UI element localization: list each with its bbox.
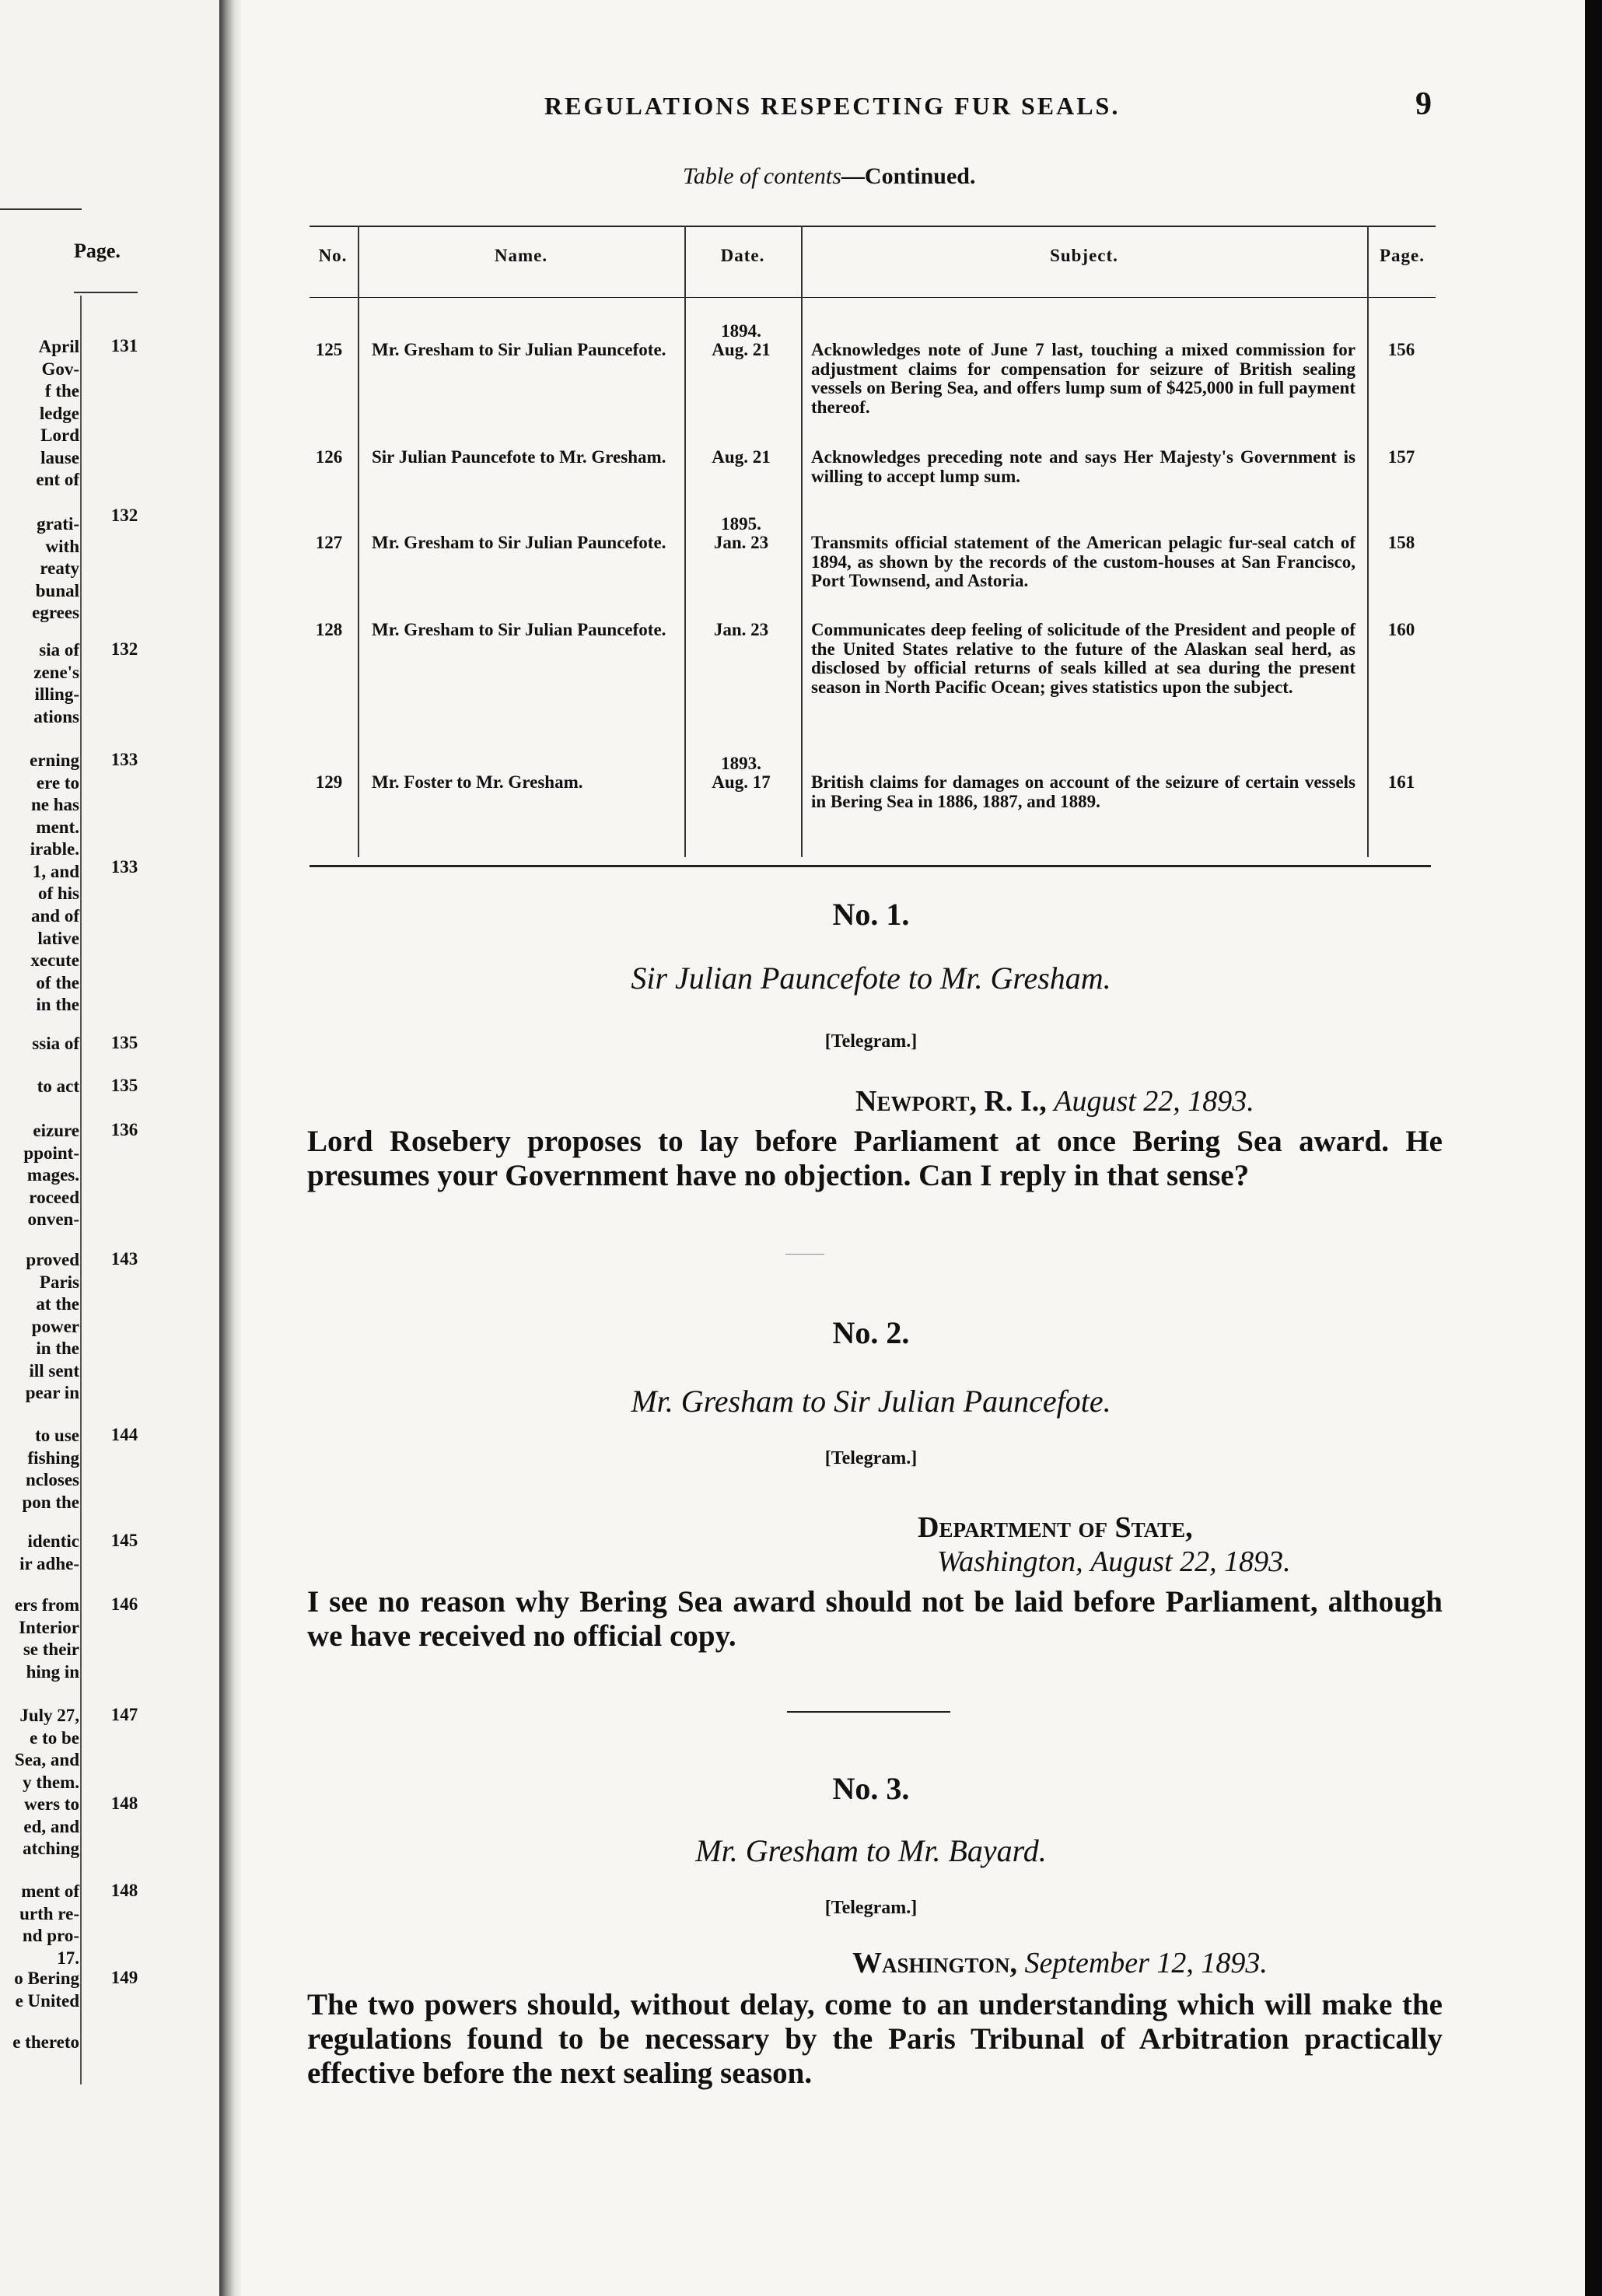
document-number: No. 2. bbox=[832, 1315, 910, 1350]
left-page-ref: 133 bbox=[110, 750, 138, 769]
document-kind: [Telegram.] bbox=[824, 1031, 918, 1052]
toc-caption bbox=[683, 163, 975, 190]
document-dateline bbox=[852, 1946, 1268, 1980]
column-divider bbox=[801, 226, 803, 857]
row-year: 1895. bbox=[721, 514, 761, 534]
document-dateline bbox=[937, 1545, 1291, 1579]
dateline-place: Washington, bbox=[852, 1947, 1018, 1979]
left-fragment: eizure ppoint- mages. roceed onven- bbox=[23, 1121, 79, 1229]
row-subject: Communicates deep feeling of solicitude of the President and people of the United States relative to the future of the Alaskan seal herd, as disclosed by official returns of seals killed at sea during the present season in North Pacific Ocean; gives statistics upon the subject. bbox=[811, 620, 1355, 697]
row-date: Aug. 21 bbox=[712, 340, 771, 359]
toc-caption-rest: —Continued. bbox=[841, 163, 976, 189]
row-year: 1893. bbox=[721, 754, 761, 773]
left-page-ref: 148 bbox=[110, 1794, 138, 1813]
column-header-subject: Subject. bbox=[1050, 246, 1118, 265]
dateline-date: September 12, 1893. bbox=[1024, 1947, 1268, 1979]
document-dateline bbox=[855, 1084, 1254, 1118]
page-number: 9 bbox=[1415, 86, 1432, 122]
left-page-ref: 144 bbox=[110, 1425, 138, 1444]
left-fragment: e thereto bbox=[12, 2032, 79, 2052]
left-fragment: sia of zene's illing- ations bbox=[33, 640, 79, 726]
left-page-header: Page. bbox=[74, 240, 121, 262]
toc-caption-italic: Table of contents bbox=[683, 163, 841, 189]
row-date: Aug. 17 bbox=[712, 772, 771, 792]
row-number: 125 bbox=[315, 340, 343, 359]
left-fragment: o Bering e United bbox=[14, 1969, 79, 2011]
row-number: 129 bbox=[315, 772, 343, 792]
document-number: No. 3. bbox=[832, 1771, 910, 1806]
separator-rule bbox=[785, 1254, 824, 1255]
row-year: 1894. bbox=[721, 321, 761, 341]
document-body: Lord Rosebery proposes to lay before Parliament at once Bering Sea award. He presumes your Government have no objection. Can I reply in that sense? bbox=[307, 1125, 1443, 1192]
row-date: Aug. 21 bbox=[712, 447, 771, 467]
column-header-date: Date. bbox=[720, 246, 765, 265]
table-bottom-rule bbox=[310, 865, 1431, 867]
left-page-ref: 135 bbox=[110, 1076, 138, 1095]
left-page-ref: 132 bbox=[110, 639, 138, 659]
row-number: 127 bbox=[315, 533, 343, 552]
row-number: 128 bbox=[315, 620, 343, 639]
row-page: 160 bbox=[1387, 620, 1415, 639]
row-name: Mr. Foster to Mr. Gresham. bbox=[372, 772, 583, 792]
document-title: Sir Julian Pauncefote to Mr. Gresham. bbox=[631, 961, 1111, 996]
row-subject: Transmits official statement of the American pelagic fur-seal catch of 1894, as shown by the records of the custom-houses at San Francisco, Port Townsend, and Astoria. bbox=[811, 533, 1355, 590]
left-fragment: ment of urth re- nd pro- 17. bbox=[19, 1881, 79, 1968]
left-page-ref: 135 bbox=[110, 1033, 138, 1052]
left-fragment: grati- with reaty bunal egrees bbox=[32, 514, 79, 622]
dateline-city: Washington, bbox=[937, 1545, 1083, 1578]
left-fragment: July 27, e to be Sea, and y them. bbox=[14, 1706, 79, 1792]
left-page-fragment bbox=[0, 0, 219, 2296]
row-page: 161 bbox=[1387, 772, 1415, 792]
table-top-rule bbox=[310, 226, 1436, 227]
left-page-ref: 131 bbox=[110, 336, 138, 355]
column-header-no: No. bbox=[318, 246, 348, 265]
dateline-place: Newport, R. I., bbox=[855, 1085, 1047, 1118]
row-name: Mr. Gresham to Sir Julian Pauncefote. bbox=[372, 533, 666, 552]
row-page: 156 bbox=[1387, 340, 1415, 359]
dateline-office: Department of State, bbox=[918, 1511, 1193, 1544]
row-number: 126 bbox=[315, 447, 343, 467]
row-date: Jan. 23 bbox=[713, 533, 769, 552]
document-body: The two powers should, without delay, come to an understanding which will make the regulations found to be necessary by the Paris Tribunal of Arbitration practically effective before the next sealing season. bbox=[307, 1988, 1443, 2090]
left-page-ref: 146 bbox=[110, 1594, 138, 1614]
left-page-ref: 132 bbox=[110, 506, 138, 525]
left-fragment: identic ir adhe- bbox=[19, 1531, 79, 1573]
left-rule bbox=[74, 292, 138, 293]
dateline-date: August 22, 1893. bbox=[1090, 1545, 1291, 1578]
document-body: I see no reason why Bering Sea award should not be laid before Parliament, although we have received no official copy. bbox=[307, 1585, 1443, 1653]
row-name: Sir Julian Pauncefote to Mr. Gresham. bbox=[372, 447, 666, 467]
left-page-ref: 143 bbox=[110, 1249, 138, 1269]
dateline-date: August 22, 1893. bbox=[1054, 1085, 1254, 1118]
separator-rule bbox=[787, 1711, 950, 1713]
row-name: Mr. Gresham to Sir Julian Pauncefote. bbox=[372, 340, 666, 359]
book-gutter bbox=[219, 0, 241, 2296]
column-divider bbox=[358, 226, 359, 857]
left-fragment: to act bbox=[37, 1076, 79, 1096]
left-fragment: wers to ed, and atching bbox=[23, 1794, 79, 1858]
document-title: Mr. Gresham to Sir Julian Pauncefote. bbox=[631, 1384, 1111, 1419]
row-page: 158 bbox=[1387, 533, 1415, 552]
left-page-ref: 148 bbox=[110, 1881, 138, 1900]
column-header-name: Name. bbox=[494, 246, 548, 265]
left-page-ref: 149 bbox=[110, 1968, 138, 1987]
left-page-ref: 145 bbox=[110, 1531, 138, 1550]
table-header-rule bbox=[310, 297, 1436, 298]
column-header-page: Page. bbox=[1379, 246, 1425, 265]
row-subject: Acknowledges note of June 7 last, touching a mixed commission for adjustment claims for compensation for seizure of British sealing vessels on Bering Sea, and offers lump sum of $425,000 in full payment thereof. bbox=[811, 340, 1355, 417]
row-page: 157 bbox=[1387, 447, 1415, 467]
running-title: REGULATIONS RESPECTING FUR SEALS. bbox=[544, 92, 1121, 120]
left-fragment: erning ere to ne has ment. irable. 1, and of his bbox=[30, 751, 79, 903]
document-title: Mr. Gresham to Mr. Bayard. bbox=[695, 1833, 1047, 1868]
row-subject: Acknowledges preceding note and says Her Majesty's Government is willing to accept lump sum. bbox=[811, 447, 1355, 486]
left-divider bbox=[80, 296, 82, 2084]
column-divider bbox=[684, 226, 686, 857]
left-rule bbox=[0, 208, 82, 210]
left-fragment: April Gov- f the ledge Lord lause ent of bbox=[36, 337, 79, 489]
row-name: Mr. Gresham to Sir Julian Pauncefote. bbox=[372, 620, 666, 639]
dateline-place bbox=[918, 1510, 1193, 1545]
left-fragment: and of lative xecute of the in the bbox=[30, 906, 79, 1014]
row-subject: British claims for damages on account of the seizure of certain vessels in Bering Sea in 1886, 1887, and 1889. bbox=[811, 772, 1355, 811]
row-date: Jan. 23 bbox=[713, 620, 769, 639]
document-kind: [Telegram.] bbox=[824, 1448, 918, 1468]
left-fragment: to use fishing ncloses pon the bbox=[22, 1426, 79, 1512]
left-page-ref: 136 bbox=[110, 1120, 138, 1139]
left-fragment: ers from Interior se their hing in bbox=[14, 1595, 79, 1682]
left-page-ref: 133 bbox=[110, 857, 138, 877]
left-page-ref: 147 bbox=[110, 1705, 138, 1724]
document-number: No. 1. bbox=[832, 897, 910, 932]
page-edge bbox=[1585, 0, 1602, 2296]
document-kind: [Telegram.] bbox=[824, 1898, 918, 1918]
left-fragment: ssia of bbox=[32, 1034, 79, 1053]
left-fragment: proved Paris at the power in the ill sent pear in bbox=[25, 1250, 79, 1402]
